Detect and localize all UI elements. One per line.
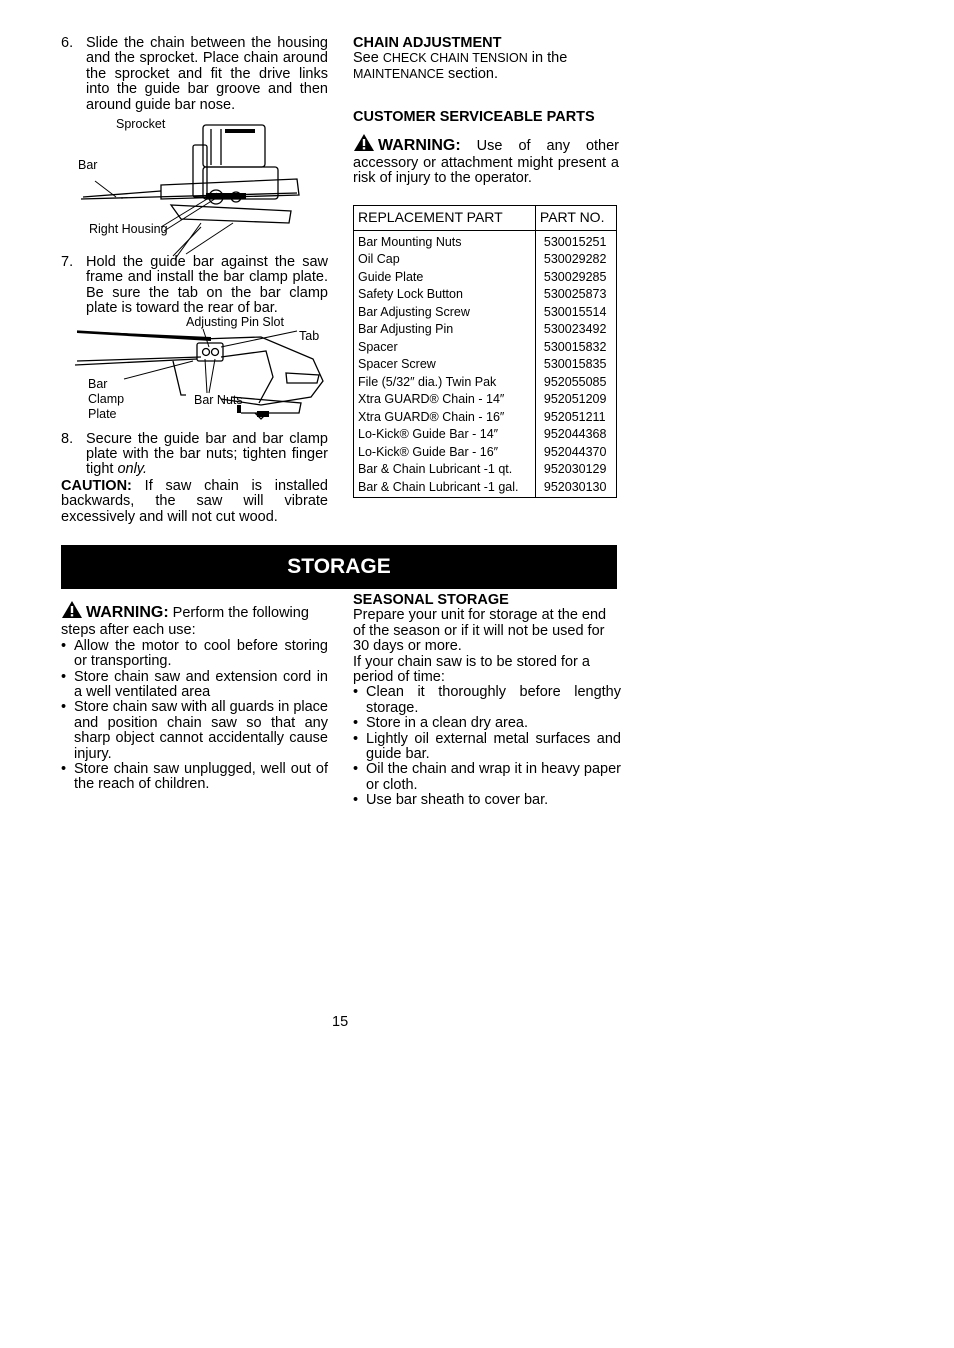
table-row [354,339,617,357]
part-name: File (5/32″ dia.) Twin Pak [354,374,536,392]
part-name: Oil Cap [354,251,536,269]
list-item: • Oil the chain and wrap it in heavy paper or cloth. [353,762,621,793]
seasonal-storage-heading: SEASONAL STORAGE [353,592,509,608]
table-row [354,321,617,339]
part-number: 530023492 [535,321,616,339]
label-right-housing: Right Housing [89,222,168,237]
table-row [354,356,617,374]
table-row [354,286,617,304]
part-name: Guide Plate [354,269,536,287]
col-header-part: REPLACEMENT PART [354,205,536,230]
part-number: 952030129 [535,461,616,479]
table-row [354,304,617,322]
left-column [61,36,328,525]
part-name: Bar Adjusting Pin [354,321,536,339]
seasonal-intro-2: If your chain saw is to be stored for a period of time: [353,653,590,686]
table-row [354,444,617,462]
right-column [353,36,619,498]
part-number: 952051209 [535,391,616,409]
seasonal-list [353,685,621,808]
step-number: 6. [61,35,74,51]
seasonal-intro-1: Prepare your unit for storage at the end of the season or if it will not be used for 30 days or more. [353,607,607,655]
chain-sprocket-illustration [61,119,328,261]
part-name: Lo-Kick® Guide Bar - 14″ [354,426,536,444]
ref-check-chain-tension: CHECK CHAIN TENSION [382,51,528,66]
seasonal-storage-section [353,593,621,809]
part-name: Bar Mounting Nuts [354,230,536,251]
figure-bar-clamp [61,314,328,432]
caution-note [61,479,328,525]
part-number: 952055085 [535,374,616,392]
part-number: 952044368 [535,426,616,444]
warning-icon [61,600,83,623]
list-item: • Store chain saw unplugged, well out of the reach of children. [61,762,328,793]
list-item: • Allow the motor to cool before storing or transporting. [61,639,328,670]
part-number: 530029285 [535,269,616,287]
part-number: 530015514 [535,304,616,322]
table-row [354,391,617,409]
caution-text: If saw chain is installed backwards, the saw will vibrate excessively and will not cut wood. [61,477,328,525]
parts-warning [353,133,619,187]
label-tab: Tab [299,328,320,343]
step-8-emphasis: only. [117,461,147,478]
step-7 [61,255,328,317]
part-name: Bar & Chain Lubricant -1 qt. [354,461,536,479]
table-row [354,374,617,392]
warning-icon [353,133,375,156]
table-row [354,230,617,251]
warning-text: Use of any other accessory or attachment might present a risk of injury to the operator. [353,137,619,187]
step-text: Hold the guide bar against the saw frame and install the bar clamp plate. Be sure the tab on the bar clamp plate is toward the rear of bar. [86,254,328,317]
label-bar-clamp-plate-line2: Clamp [88,391,125,406]
part-number: 952044370 [535,444,616,462]
part-number: 530015835 [535,356,616,374]
part-name: Bar Adjusting Screw [354,304,536,322]
step-text [86,432,328,478]
col-header-part-no: PART NO. [535,205,616,230]
chain-adjustment-text [353,51,619,82]
list-item: • Lightly oil external metal surfaces and guide bar. [353,732,621,763]
part-name: Spacer Screw [354,356,536,374]
part-number: 530029282 [535,251,616,269]
after-use-list [61,639,328,793]
label-bar-nuts: Bar Nuts [194,392,243,407]
caution-label: CAUTION: [61,477,132,494]
storage-warning [61,600,328,639]
ref-maintenance: MAINTENANCE [353,66,444,81]
storage-warning-section [61,600,328,793]
label-sprocket: Sprocket [116,117,166,132]
warning-label: WARNING: [86,604,169,621]
step-8 [61,432,328,478]
part-name: Lo-Kick® Guide Bar - 16″ [354,444,536,462]
figure-chain-sprocket [61,119,328,261]
see-text: See [353,50,383,67]
warning-text: Perform the following steps after each use: [61,605,309,639]
page-number: 15 [332,1014,349,1030]
table-row [354,269,617,287]
table-row [354,409,617,427]
part-name: Bar & Chain Lubricant -1 gal. [354,479,536,498]
step-8-text: Secure the guide bar and bar clamp plate with the bar nuts; tighten finger tight [86,430,328,478]
label-bar-clamp-plate-line3: Plate [88,406,117,421]
part-number: 952030130 [535,479,616,498]
list-item: • Store chain saw with all guards in place and position chain saw so that any sharp object cannot accidentally cause injury. [61,700,328,762]
storage-banner [61,545,617,589]
table-row [354,479,617,498]
label-adjusting-pin-slot: Adjusting Pin Slot [186,314,284,329]
label-bar: Bar [78,158,98,173]
storage-title: STORAGE [287,555,391,578]
parts-table-header [354,205,617,230]
part-name: Safety Lock Button [354,286,536,304]
table-row [354,426,617,444]
part-number: 952051211 [535,409,616,427]
table-row [354,251,617,269]
warning-label: WARNING: [378,136,461,154]
step-number: 8. [61,430,74,447]
step-text: Slide the chain between the housing and the sprocket. Place chain around the sprocket and fit the drive links into the guide bar groove and then around guide bar nose. [86,35,328,113]
list-item: • Use bar sheath to cover bar. [353,793,621,808]
step-6 [61,36,328,113]
part-name: Spacer [354,339,536,357]
part-name: Xtra GUARD® Chain - 16″ [354,409,536,427]
label-bar-clamp-plate-line1: Bar [88,376,108,391]
parts-table [353,205,617,499]
list-item: • Store chain saw and extension cord in a well ventilated area [61,670,328,701]
list-item: • Store in a clean dry area. [353,716,621,731]
part-name: Xtra GUARD® Chain - 14″ [354,391,536,409]
step-number: 7. [61,254,74,271]
end-text: section. [443,65,498,82]
table-row [354,461,617,479]
part-number: 530015832 [535,339,616,357]
chain-adjustment-heading: CHAIN ADJUSTMENT [353,35,502,51]
customer-parts-heading: CUSTOMER SERVICEABLE PARTS [353,109,595,126]
mid-text: in the [527,50,568,67]
list-item: • Clean it thoroughly before lengthy storage. [353,685,621,716]
part-number: 530015251 [535,230,616,251]
part-number: 530025873 [535,286,616,304]
